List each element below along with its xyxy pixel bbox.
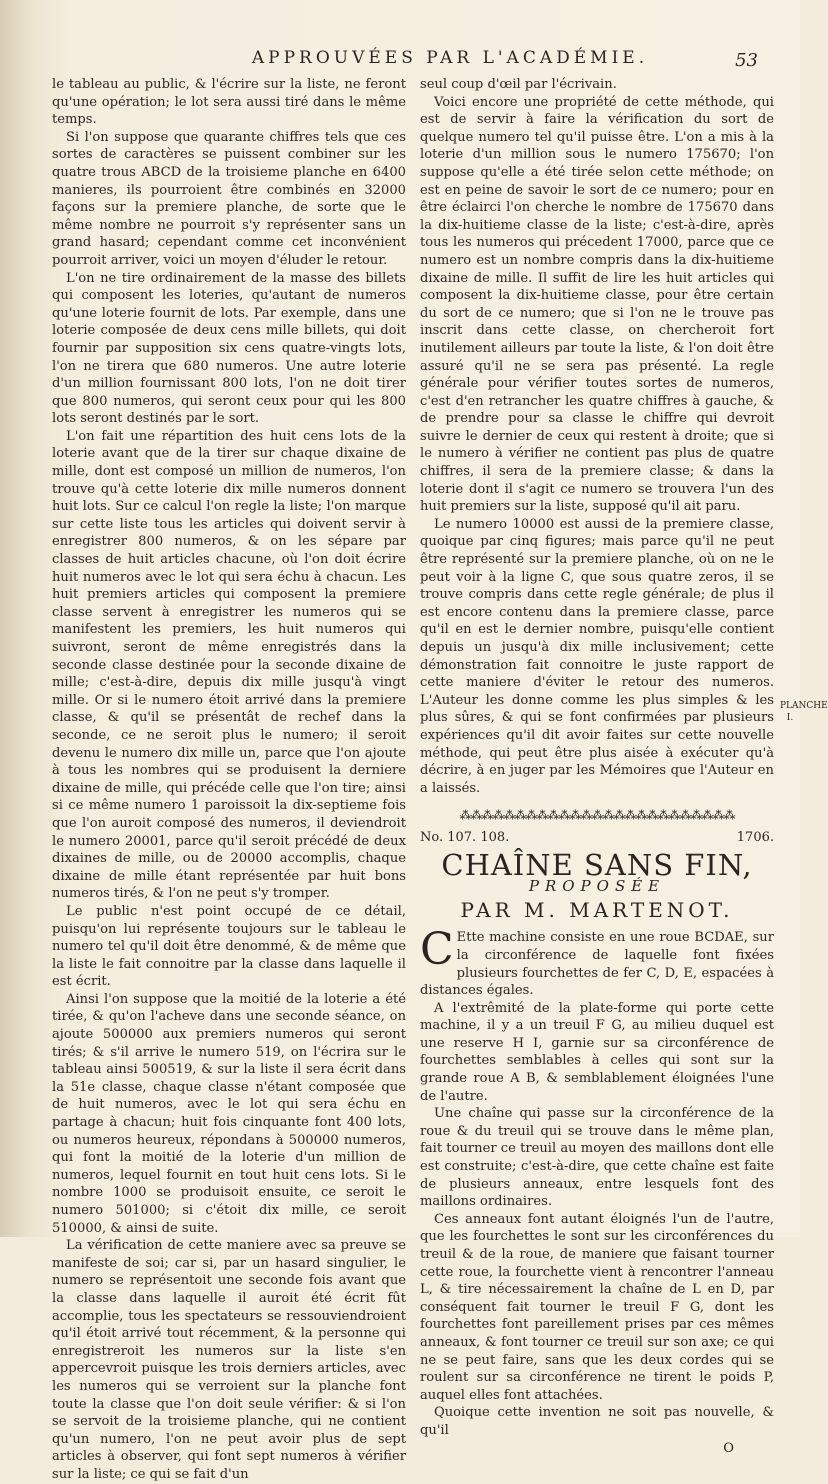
article-subtitle: PROPOSÉE xyxy=(528,877,666,896)
paragraph: Ces anneaux font autant éloignés l'un de l'autre, que les fourchettes le sont sur les circonférences du treuil & de la roue, de maniere que faisant tourner cette roue, la fourchette vient à rencontrer l'anneau L, & tire nécessairement la chaîne de L en D, par conséquent fait tourner le treuil F G, dont les fourchettes font pareillement prises par ces mêmes anneaux, & font tourner ce treuil sur son axe; ce qui ne se peut faire, sans que les deux cordes qui se roulent sur sa circonférence ne tirent le poids P, auquel elles font attachées. xyxy=(420,1211,774,1403)
page-number: 53 xyxy=(735,50,758,71)
paragraph xyxy=(420,924,774,999)
paragraph: L'on ne tire ordinairement de la masse des billets qui composent les loteries, qu'autant de numeros qu'une loterie fournit de lots. Par exemple, dans une loterie composée de deux cens mille billets, qui doit fournir par supposition six cens quatre-vingts lots, l'on ne tirera que 680 numeros. Une autre loterie d'un million fournissant 800 lots, l'on ne doit tirer que 800 numeros, qui seront ceux pour qui les 800 lots seront destinés par le sort. xyxy=(52,270,406,427)
paragraph: Une chaîne qui passe sur la circonférence de la roue & du treuil qui se trouve dans le même plan, fait tourner ce treuil au moyen des maillons dont elle est construite; c'est-à-dire, que cette chaîne est faite de plusieurs anneaux, entre lesquels font des maillons ordinaires. xyxy=(420,1106,774,1210)
paragraph: La vérification de cette maniere avec sa preuve se manifeste de soi; car si, par un hasard singulier, le numero se représentoit une seconde fois avant que la classe dans laquelle il auroit été écrit fût accomplie, tous les spectateurs se ressouviendroient qu'il étoit arrivé tout récemment, & la personne qui enregistreroit les numeros sur la liste s'en appercevroit puisque les trois derniers articles, avec les numeros qui se verroient sur la planche font toute la classe que l'on doit seule vérifier: & si l'on se servoit de la troisieme planche, qui ne contient qu'un numero, l'on ne peut avoir plus de sept articles à observer, qui font sept numeros à vérifier sur la liste; ce qui se fait d'un xyxy=(52,1238,406,1482)
paragraph: Si l'on suppose que quarante chiffres tels que ces sortes de caractères se puissent combiner sur les quatre trous ABCD de la troisieme planche en 6400 manieres, ils pourroient être combinés en 32000 façons sur la premiere planche, de sorte que le même nombre ne pourroit s'y représenter sans un grand hasard; cependant comme cet inconvénient pourroit arriver, voici un moyen d'éluder le retour. xyxy=(52,129,406,268)
article-meta xyxy=(420,829,774,847)
paragraph: Le public n'est point occupé de ce détail, puisqu'on lui représente toujours sur le tableau le numero tel qu'il doit être denommé, & de même que la liste le fait connoitre par la classe dans laquelle il est écrit. xyxy=(52,903,406,990)
paragraph: L'on fait une répartition des huit cens lots de la loterie avant que de la tirer sur chaque dixaine de mille, dont est composé un million de numeros, l'on trouve qu'à cette loterie dix mille numeros donnent huit lots. Sur ce calcul l'on regle la liste; l'on marque sur cette liste tous les articles qui doivent servir à enregistrer 800 numeros, & on les sépare par classes de huit articles chacune, où l'on doit écrire huit numeros avec le lot qui sera échu à chacun. Les huit premiers articles qui composent la premiere classe servent à enregistrer les numeros qui se manifestent les premiers, les huit numeros qui suivront, seront de même enregistrés dans la seconde classe destinée pour la seconde dixaine de mille; c'est-à-dire, depuis dix mille jusqu'à vingt mille. Or si le numero étoit arrivé dans la premiere classe, & qu'il se présentât de rechef dans la seconde, ce ne seroit plus le numero; il seroit devenu le numero dix mille un, parce que l'on ajoute à tous les nombres qui se produisent la derniere dixaine de mille, qui précéde celle que l'on tire; ainsi si ce même numero 1 paroissoit la dix-septieme fois que l'on auroit composé des numeros, il deviendroit le numero 20001, parce qu'il seroit précédé de deux dixaines de mille, ou de 20000 accomplis, chaque dixaine de mille étant représentée par huit bons numeros tirés, & l'on ne peut s'y tromper. xyxy=(52,428,406,902)
paragraph: A l'extrêmité de la plate-forme qui porte cette machine, il y a un treuil F G, au milieu duquel est une reserve H I, garnie sur sa circonférence de fourchettes semblables à celles qui sont sur la grande roue A B, & semblablement éloignées l'une de l'autre. xyxy=(420,1000,774,1104)
paragraph: Voici encore une propriété de cette méthode, qui est de servir à faire la vérification du sort de quelque numero tel qu'il puisse être. L'on a mis à la loterie d'un million sous le numero 175670; l'on suppose qu'elle a été tirée selon cette méthode; on est en peine de savoir le sort de ce numero; pour en être éclairci l'on cherche le nombre de 175670 dans la dix-huitieme classe de la liste; c'est-à-dire, après tous les numeros qui précedent 17000, parce que ce numero est un nombre compris dans la dix-huitieme dixaine de mille. Il suffit de lire les huit articles qui composent la dix-huitieme classe, pour être certain du sort de ce numero; que si l'on ne le trouve pas inscrit dans cette classe, on chercheroit fort inutilement ailleurs par toute la liste, & l'on doit être assuré qu'il ne se sera pas présenté. La regle générale pour vérifier toutes sortes de numeros, c'est d'en retrancher les quatre chiffres à gauche, & de prendre pour sa classe le chiffre qui devroit suivre le dernier de ceux qui restent à droite; que si le numero à vérifier ne contient pas plus de quatre chiffres, il sera de la premiere classe; & dans la loterie dont il s'agit ce numero se trouvera l'un des huit premiers sur la liste, supposé qu'il ait paru. xyxy=(420,94,774,515)
running-head: APPROUVÉES PAR L'ACADÉMIE. xyxy=(251,48,649,68)
article-number: No. 107. 108. xyxy=(420,829,510,845)
ornament-divider: ⁂⁂⁂⁂⁂⁂⁂⁂⁂⁂⁂⁂⁂⁂⁂⁂⁂⁂⁂⁂⁂⁂⁂⁂⁂ xyxy=(459,808,735,823)
article-year: 1706. xyxy=(736,829,774,845)
article-author: PAR M. MARTENOT. xyxy=(460,897,734,922)
paragraph: Le numero 10000 est aussi de la premiere classe, quoique par cinq figures; mais parce qu'il ne peut être représenté sur la premiere planche, où on ne le peut voir à la ligne C, que sous quatre zeros, il se trouve compris dans cette regle générale; de plus il est encore contenu dans la premiere classe, parce qu'il en est le dernier nombre, puisqu'elle contient depuis un jusqu'à dix mille inclusivement; cette démonstration fait connoitre le juste rapport de cette maniere d'éviter le retour des numeros. L'Auteur les donne comme les plus simples & les plus sûres, & qui se font confirmées par plusieurs expériences qu'il dit avoir faites sur cette nouvelle méthode, qui peut être plus aisée à exécuter qu'à décrire, à en juger par les Mémoires que l'Auteur en a laissés. xyxy=(420,516,774,796)
left-column xyxy=(52,76,406,1484)
drop-cap: C xyxy=(420,924,454,976)
margin-note: PLANCHE I. xyxy=(780,701,828,723)
right-column xyxy=(420,76,774,1457)
article-title: CHAÎNE SANS FIN, xyxy=(441,847,753,882)
paragraph-text: Ette machine consiste en une roue BCDAE, sur la circonférence de laquelle font fixées plusieurs fourchettes de fer C, D, E, espacées à distances égales. xyxy=(420,930,774,999)
paragraph: Ainsi l'on suppose que la moitié de la loterie a été tirée, & qu'on l'acheve dans une seconde séance, on ajoute 500000 aux premiers numeros qui seront tirés; & s'il arrive le numero 519, on l'écrira sur le tableau ainsi 500519, & sur la liste il sera écrit dans la 51e classe, chaque classe n'étant composée que de huit numeros, avec le lot qui sera échu en partage à chacun; huit fois cinquante font 400 lots, ou numeros heureux, répondans à 500000 numeros, qui font la moitié de la loterie d'un million de numeros, lequel fournit en tout huit cens lots. Si le nombre 1000 se produisoit ensuite, ce seroit le numero 501000; si c'étoit dix mille, ce seroit 510000, & ainsi de suite. xyxy=(52,991,406,1236)
paragraph: le tableau au public, & l'écrire sur la liste, ne feront qu'une opération; le lot sera aussi tiré dans le même temps. xyxy=(52,77,406,128)
paragraph: Quoique cette invention ne soit pas nouvelle, & qu'il xyxy=(420,1405,774,1438)
paragraph: seul coup d'œil par l'écrivain. xyxy=(420,77,617,92)
catchword: O xyxy=(723,1440,734,1456)
